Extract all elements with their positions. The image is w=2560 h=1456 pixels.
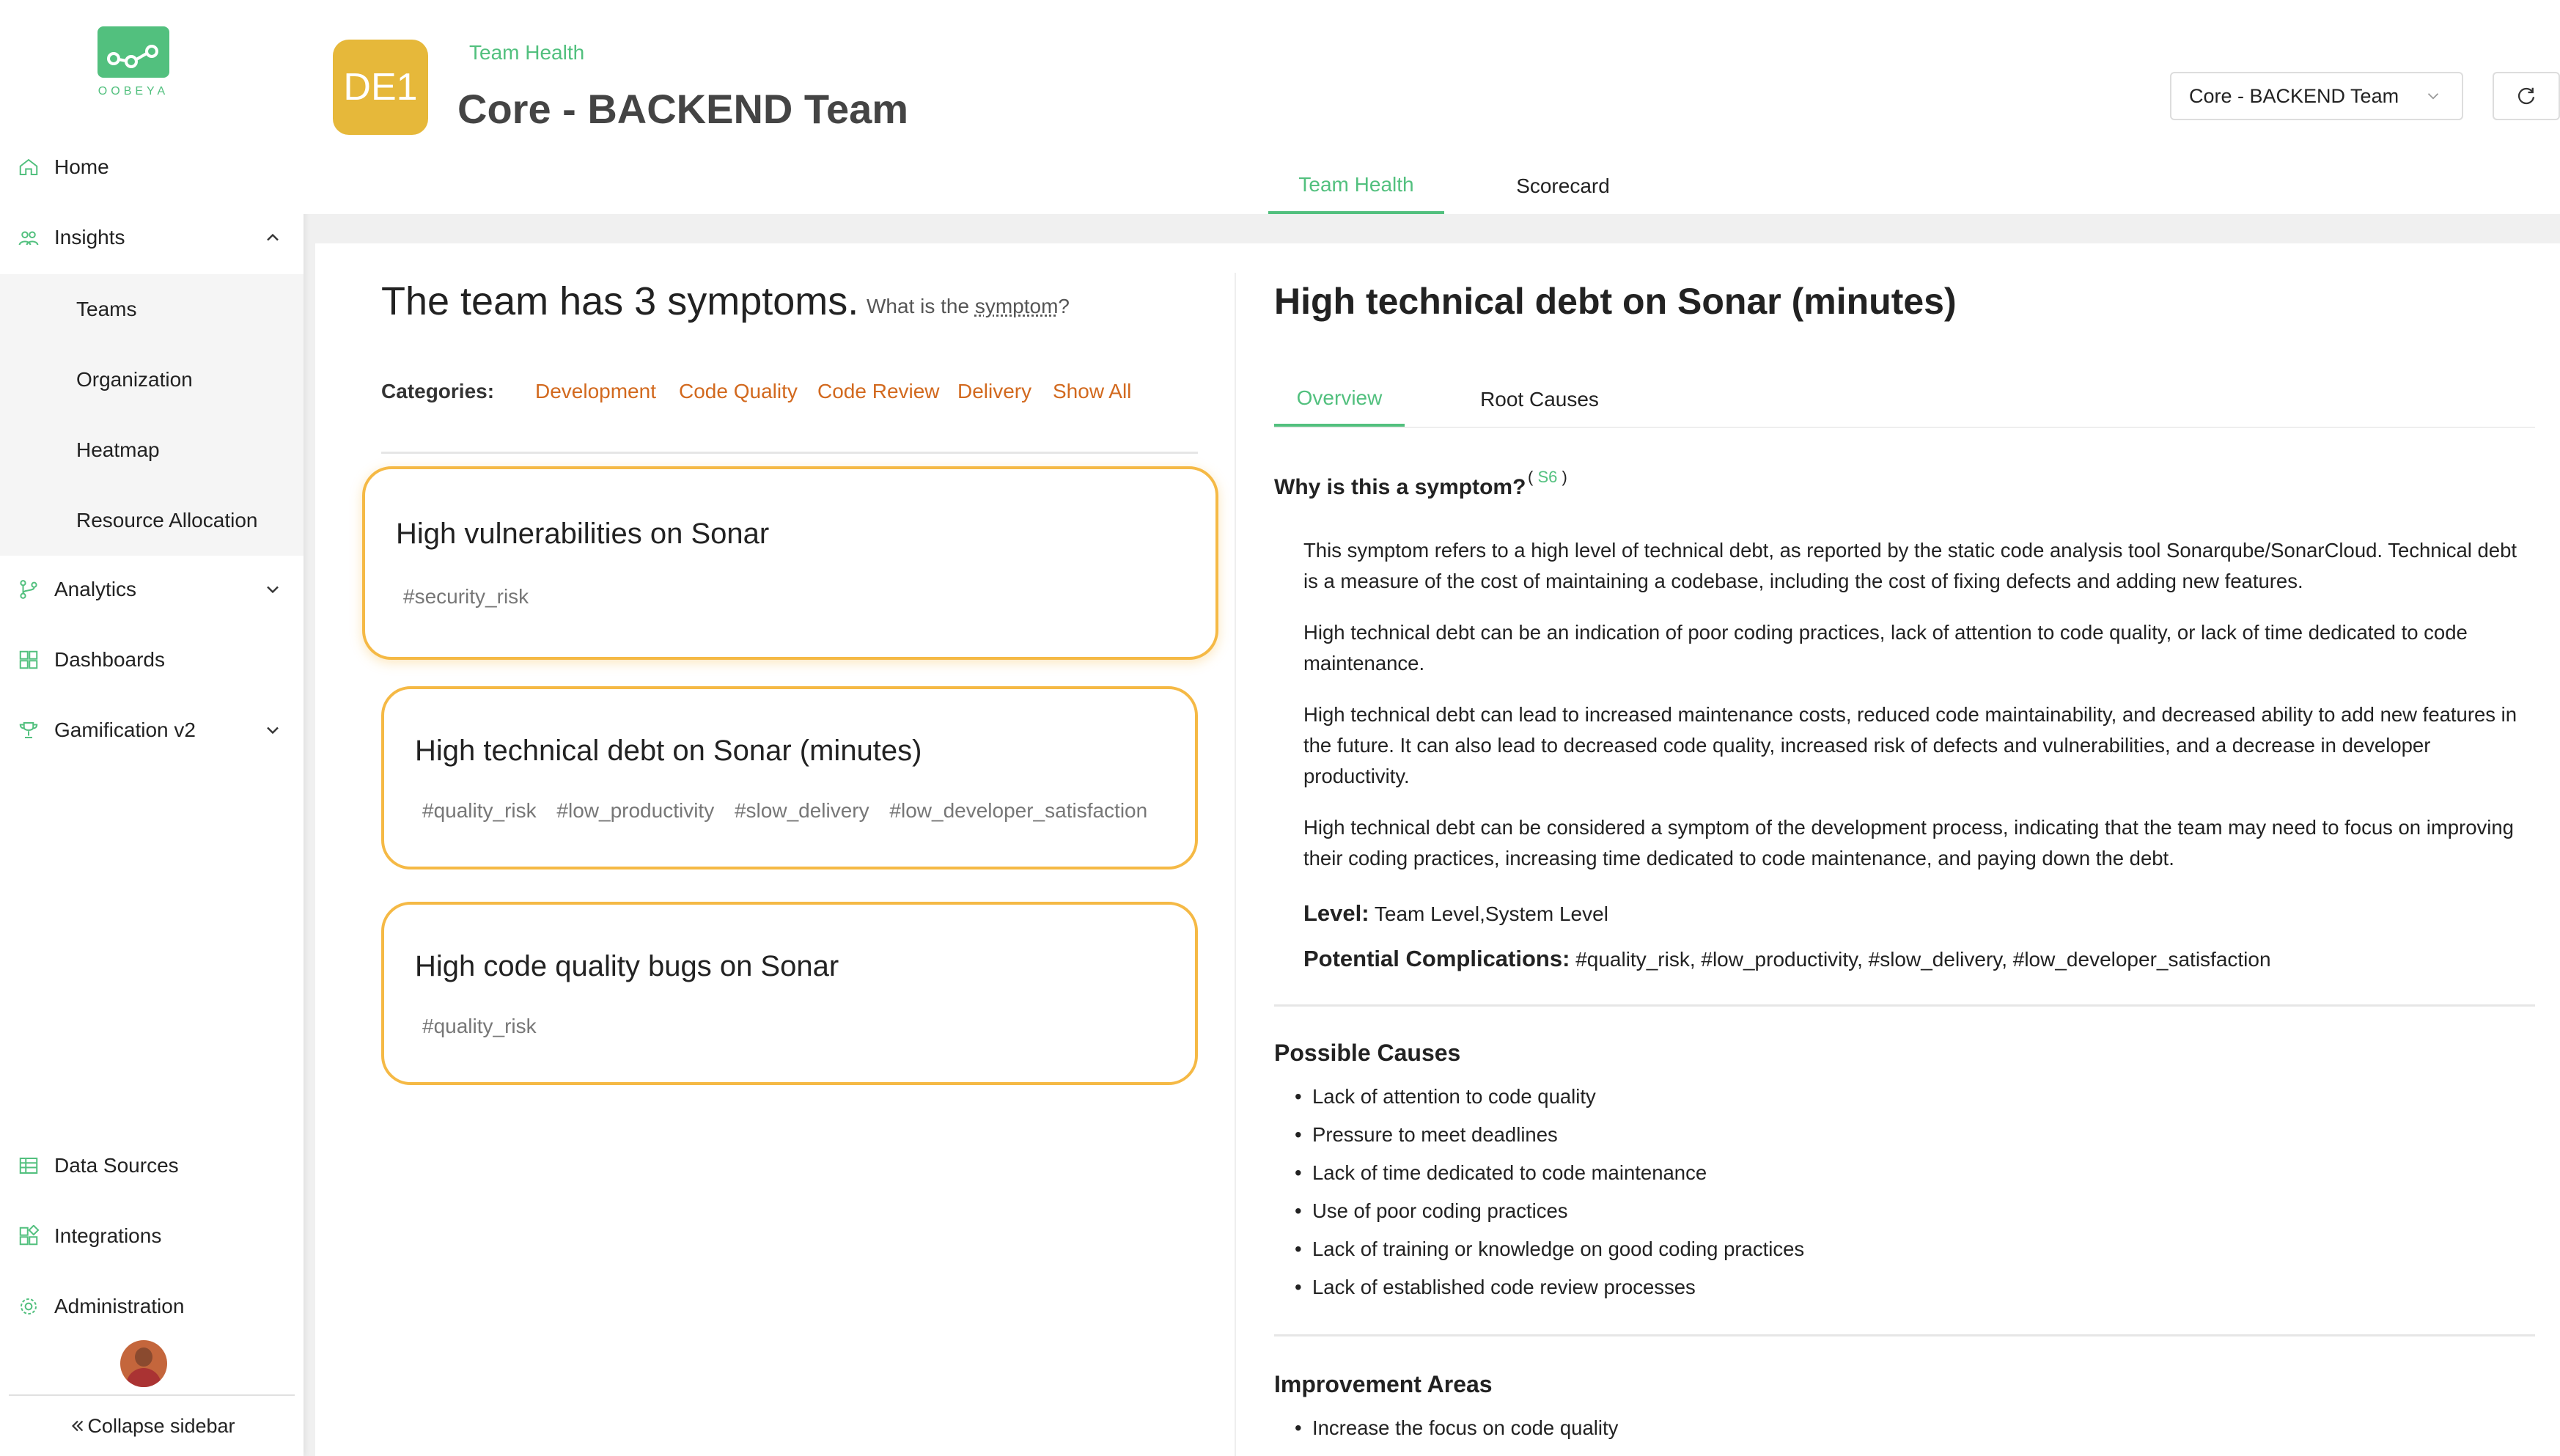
sidebar-item-label: Insights	[54, 226, 125, 249]
tag: #low_developer_satisfaction	[889, 799, 1148, 822]
sidebar-item-home[interactable]	[0, 132, 304, 202]
tab-root-causes[interactable]: Root Causes	[1480, 388, 1599, 411]
list-item: • Lack of attention to code quality	[1312, 1085, 1596, 1108]
symptom-card[interactable]	[381, 686, 1198, 869]
symptom-ref[interactable]: ( S6 )	[1528, 468, 1567, 486]
chevron-down-icon[interactable]	[262, 579, 283, 600]
sidebar-item-data-sources[interactable]	[0, 1130, 304, 1201]
symptom-help[interactable]: What is the symptom?	[867, 295, 1070, 317]
tag: #security_risk	[403, 585, 529, 608]
tab-overview[interactable]: Overview	[1274, 372, 1405, 427]
sidebar	[0, 0, 304, 1456]
symptoms-title: The team has 3 symptoms.	[381, 279, 859, 323]
collapse-sidebar-label: Collapse sidebar	[87, 1414, 235, 1437]
trophy-icon	[18, 719, 40, 741]
list-item: • Lack of time dedicated to code maintenance	[1312, 1161, 1707, 1185]
list-item: • Pressure to meet deadlines	[1312, 1123, 1558, 1147]
sidebar-item-label: Integrations	[54, 1224, 162, 1247]
chevron-down-icon	[2424, 87, 2443, 106]
improvement-areas-heading: Improvement Areas	[1274, 1371, 1493, 1397]
symptom-card-title: High code quality bugs on Sonar	[415, 950, 839, 982]
category-delivery[interactable]: Delivery	[957, 380, 1032, 402]
tab-team-health[interactable]: Team Health	[1268, 158, 1444, 214]
tag: #slow_delivery	[734, 799, 869, 822]
refresh-button[interactable]	[2493, 72, 2560, 120]
tag: #quality_risk	[422, 1015, 537, 1037]
sidebar-item-teams[interactable]: Teams	[76, 298, 137, 320]
categories-label: Categories:	[381, 380, 495, 402]
symptom-card-tags	[422, 799, 1162, 823]
panel-divider	[1235, 273, 1236, 1456]
level-value: Team Level,System Level	[1374, 902, 1608, 925]
page-header	[304, 0, 2560, 214]
sidebar-item-analytics[interactable]	[0, 554, 304, 625]
main-content	[315, 243, 2560, 1456]
sidebar-item-label: Home	[54, 155, 109, 178]
tag: #quality_risk	[422, 799, 537, 822]
avatar-face	[135, 1347, 152, 1367]
divider	[381, 452, 1198, 454]
breadcrumb[interactable]: Team Health	[469, 41, 585, 64]
page-title: Core - BACKEND Team	[457, 86, 909, 132]
sidebar-item-insights[interactable]	[0, 202, 304, 273]
gear-icon	[18, 1295, 40, 1317]
symptom-paragraph: High technical debt can be considered a symptom of the development process, indicating that the team may need to focus on improving their coding practices, increasing time dedicated to code maintenance, and paying down the debt.	[1303, 816, 2514, 869]
possible-causes-heading: Possible Causes	[1274, 1040, 1461, 1066]
tab-scorecard[interactable]: Scorecard	[1516, 174, 1610, 197]
symptom-card-tags	[403, 585, 543, 608]
sidebar-item-label: Analytics	[54, 578, 137, 600]
symptom-card-tags	[422, 1015, 551, 1038]
sidebar-item-label: Gamification v2	[54, 718, 196, 741]
sidebar-item-administration[interactable]	[0, 1271, 304, 1342]
oobeya-logo[interactable]	[95, 26, 172, 100]
symptom-card-title: High technical debt on Sonar (minutes)	[415, 735, 922, 767]
integrations-icon	[18, 1225, 40, 1247]
sidebar-item-dashboards[interactable]	[0, 625, 304, 695]
category-show-all[interactable]: Show All	[1053, 380, 1132, 402]
avatar[interactable]	[120, 1340, 167, 1387]
refresh-icon	[2515, 85, 2537, 107]
sidebar-item-gamification[interactable]	[0, 695, 304, 765]
sidebar-item-label: Data Sources	[54, 1154, 179, 1177]
collapse-sidebar-button[interactable]	[9, 1394, 295, 1456]
divider	[1274, 1004, 2535, 1007]
complications-value: #quality_risk, #low_productivity, #slow_delivery, #low_developer_satisfaction	[1575, 948, 2271, 971]
logo-icon	[98, 26, 169, 78]
dashboard-icon	[18, 649, 40, 671]
avatar-shirt	[126, 1368, 161, 1387]
insights-icon	[18, 227, 40, 249]
sidebar-item-label: Dashboards	[54, 648, 165, 671]
divider	[1274, 1334, 2535, 1336]
sidebar-item-integrations[interactable]	[0, 1201, 304, 1271]
symptom-paragraph: This symptom refers to a high level of technical debt, as reported by the static code analysis tool Sonarqube/SonarCloud. Technical debt is a measure of the cost of maintaining a codebase, including the cost of fixing defects and adding new features.	[1303, 539, 2517, 592]
sidebar-item-heatmap[interactable]: Heatmap	[76, 438, 160, 461]
list-item: • Lack of established code review processes	[1312, 1276, 1696, 1299]
branch-icon	[18, 578, 40, 600]
insights-submenu	[0, 274, 304, 556]
category-code-quality[interactable]: Code Quality	[679, 380, 798, 402]
symptom-card-title: High vulnerabilities on Sonar	[396, 518, 770, 550]
complications-row: Potential Complications: #quality_risk, #low_productivity, #slow_delivery, #low_developer_satisfaction	[1303, 946, 2271, 971]
team-badge: DE1	[333, 40, 428, 135]
symptom-paragraph: High technical debt can lead to increased maintenance costs, reduced code maintainability, and decreased ability to add new features in the future. It can also lead to decreased code quality, increased risk of defects and vulnerabilities, and a decrease in developer productivity.	[1303, 703, 2517, 787]
sidebar-item-organization[interactable]: Organization	[76, 368, 193, 391]
chevron-up-icon[interactable]	[262, 227, 283, 248]
sidebar-item-resource-allocation[interactable]: Resource Allocation	[76, 509, 258, 532]
symptom-code: S6	[1537, 468, 1558, 486]
logo-text: OOBEYA	[98, 85, 169, 98]
double-chevron-left-icon	[68, 1416, 87, 1435]
level-row: Level: Team Level,System Level	[1303, 900, 1608, 926]
symptom-help-link[interactable]: symptom	[974, 295, 1059, 317]
symptom-card[interactable]	[381, 902, 1198, 1085]
sidebar-item-label: Administration	[54, 1295, 185, 1317]
symptom-paragraph: High technical debt can be an indication of poor coding practices, lack of attention to code quality, or lack of time dedicated to code maintenance.	[1303, 621, 2468, 674]
table-icon	[18, 1155, 40, 1177]
symptom-card[interactable]	[362, 466, 1218, 660]
category-code-review[interactable]: Code Review	[817, 380, 940, 402]
category-development[interactable]: Development	[535, 380, 656, 402]
home-icon	[18, 156, 40, 178]
list-item: • Lack of training or knowledge on good coding practices	[1312, 1238, 1804, 1261]
why-symptom-heading: Why is this a symptom?	[1274, 475, 1526, 499]
team-select[interactable]	[2170, 72, 2463, 120]
tag: #low_productivity	[556, 799, 715, 822]
chevron-down-icon[interactable]	[262, 720, 283, 740]
list-item: • Use of poor coding practices	[1312, 1199, 1568, 1223]
symptom-detail-title: High technical debt on Sonar (minutes)	[1274, 281, 1957, 322]
divider	[1274, 427, 2535, 428]
team-select-value: Core - BACKEND Team	[2189, 84, 2399, 107]
list-item: • Increase the focus on code quality	[1312, 1416, 1618, 1440]
